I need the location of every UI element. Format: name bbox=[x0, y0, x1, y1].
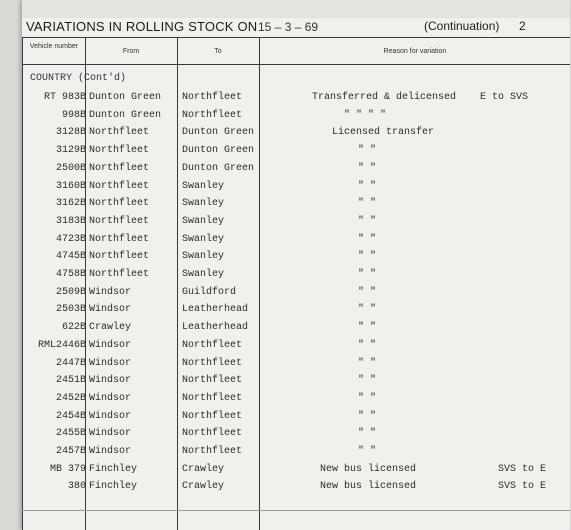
reason-cell: Licensed transfer bbox=[332, 127, 435, 139]
table-row bbox=[22, 213, 570, 230]
vehicle-number-cell: 3129B bbox=[55, 145, 86, 157]
vehicle-number-cell: 998B bbox=[61, 109, 86, 121]
to-depot-cell: Northfleet bbox=[182, 392, 243, 404]
to-depot-cell: Northfleet bbox=[182, 375, 243, 387]
from-depot-cell: Northfleet bbox=[89, 215, 150, 227]
table-row bbox=[22, 461, 570, 478]
vehicle-number-cell: 622B bbox=[61, 322, 86, 334]
table-row bbox=[22, 89, 570, 106]
table-row bbox=[22, 337, 570, 354]
ditto-marks-cell: " " bbox=[358, 428, 377, 440]
to-depot-cell: Leatherhead bbox=[182, 304, 249, 316]
reason-cell: Transferred & delicensed bbox=[312, 92, 457, 103]
ditto-marks-cell: " " bbox=[358, 162, 377, 174]
ditto-marks-cell: " " bbox=[358, 322, 377, 334]
ditto-marks-cell: " " bbox=[358, 446, 377, 457]
vehicle-number-cell: 3128B bbox=[55, 127, 86, 139]
from-depot-cell: Dunton Green bbox=[89, 92, 162, 103]
vehicle-number-cell: 2455B bbox=[55, 428, 86, 440]
from-depot-cell: Finchley bbox=[89, 481, 138, 493]
table-row bbox=[22, 301, 570, 318]
to-depot-cell: Dunton Green bbox=[182, 127, 255, 139]
from-depot-cell: Windsor bbox=[89, 304, 132, 316]
from-depot-cell: Windsor bbox=[89, 339, 132, 351]
table-row bbox=[22, 443, 570, 460]
table-row bbox=[22, 355, 570, 372]
table-row bbox=[22, 160, 570, 177]
vehicle-number-cell: 4758B bbox=[55, 269, 86, 280]
vehicle-number-cell: 4745B bbox=[55, 251, 86, 263]
section-heading: COUNTRY (Cont'd) bbox=[30, 73, 127, 84]
ditto-marks-cell: " " bbox=[358, 392, 377, 404]
table-row bbox=[22, 266, 570, 283]
to-depot-cell: Northfleet bbox=[182, 109, 243, 121]
vehicle-number-cell: 2500B bbox=[55, 162, 86, 174]
from-depot-cell: Windsor bbox=[89, 446, 132, 457]
table-row bbox=[22, 319, 570, 336]
table-row bbox=[22, 248, 570, 265]
from-depot-cell: Windsor bbox=[89, 428, 132, 440]
table-row-rule bbox=[22, 510, 570, 511]
ditto-marks-cell: " " bbox=[358, 410, 377, 422]
to-depot-cell: Northfleet bbox=[182, 92, 243, 103]
from-depot-cell: Northfleet bbox=[89, 198, 150, 210]
from-depot-cell: Northfleet bbox=[89, 162, 150, 174]
category-change-cell: E to SVS bbox=[480, 92, 529, 103]
ditto-marks-cell: " " bbox=[358, 233, 377, 245]
from-depot-cell: Northfleet bbox=[89, 180, 150, 192]
ditto-marks-cell: " " " " bbox=[344, 109, 387, 121]
vehicle-number-cell: 2503B bbox=[55, 304, 86, 316]
table-row bbox=[22, 107, 570, 124]
from-depot-cell: Finchley bbox=[89, 463, 138, 475]
from-depot-cell: Windsor bbox=[89, 410, 132, 422]
to-depot-cell: Swanley bbox=[182, 269, 225, 280]
to-depot-cell: Swanley bbox=[182, 215, 225, 227]
to-depot-cell: Dunton Green bbox=[182, 145, 255, 157]
ditto-marks-cell: " " bbox=[358, 339, 377, 351]
ditto-marks-cell: " " bbox=[358, 375, 377, 387]
vehicle-number-cell: RT 983B bbox=[43, 92, 86, 103]
continuation-label: (Continuation) bbox=[424, 19, 500, 33]
document-sheet bbox=[22, 0, 570, 530]
vehicle-number-cell: 2452B bbox=[55, 392, 86, 404]
from-depot-cell: Northfleet bbox=[89, 127, 150, 139]
vehicle-number-cell: 2509B bbox=[55, 286, 86, 298]
table-row bbox=[22, 142, 570, 159]
to-depot-cell: Swanley bbox=[182, 233, 225, 245]
ditto-marks-cell: " " bbox=[358, 251, 377, 263]
ditto-marks-cell: " " bbox=[358, 198, 377, 210]
ditto-marks-cell: " " bbox=[358, 286, 377, 298]
reason-cell: New bus licensed bbox=[320, 481, 417, 493]
to-depot-cell: Swanley bbox=[182, 180, 225, 192]
table-row bbox=[22, 372, 570, 389]
vehicle-number-cell: 3160B bbox=[55, 180, 86, 192]
to-depot-cell: Dunton Green bbox=[182, 162, 255, 174]
ditto-marks-cell: " " bbox=[358, 269, 377, 280]
to-depot-cell: Swanley bbox=[182, 198, 225, 210]
table-row bbox=[22, 390, 570, 407]
vehicle-number-cell: 2454B bbox=[55, 410, 86, 422]
from-depot-cell: Crawley bbox=[89, 322, 132, 334]
from-depot-cell: Windsor bbox=[89, 357, 132, 369]
to-depot-cell: Guildford bbox=[182, 286, 237, 298]
column-header-vehicle: Vehicle number bbox=[29, 43, 79, 50]
vehicle-number-cell: RML2446B bbox=[37, 339, 86, 351]
to-depot-cell: Swanley bbox=[182, 251, 225, 263]
table-row bbox=[22, 124, 570, 141]
to-depot-cell: Northfleet bbox=[182, 410, 243, 422]
ditto-marks-cell: " " bbox=[358, 180, 377, 192]
category-change-cell: SVS to E bbox=[498, 481, 547, 493]
from-depot-cell: Windsor bbox=[89, 392, 132, 404]
to-depot-cell: Northfleet bbox=[182, 339, 243, 351]
table-top-border bbox=[22, 37, 570, 38]
to-depot-cell: Northfleet bbox=[182, 428, 243, 440]
from-depot-cell: Northfleet bbox=[89, 145, 150, 157]
page-number: 2 bbox=[519, 19, 526, 33]
column-header-from: From bbox=[122, 48, 140, 55]
to-depot-cell: Northfleet bbox=[182, 357, 243, 369]
vehicle-number-cell: 4723B bbox=[55, 233, 86, 245]
ditto-marks-cell: " " bbox=[358, 357, 377, 369]
to-depot-cell: Crawley bbox=[182, 481, 225, 493]
from-depot-cell: Windsor bbox=[89, 375, 132, 387]
to-depot-cell: Crawley bbox=[182, 463, 225, 475]
column-header-to: To bbox=[214, 48, 222, 55]
vehicle-number-cell: 2457B bbox=[55, 446, 86, 457]
vehicle-number-cell: MB 379 bbox=[49, 463, 86, 475]
table-row bbox=[22, 478, 570, 495]
vehicle-number-cell: 3183B bbox=[55, 215, 86, 227]
vehicle-number-cell: 380 bbox=[67, 481, 86, 493]
document-date: 15 – 3 – 69 bbox=[258, 20, 319, 34]
to-depot-cell: Northfleet bbox=[182, 446, 243, 457]
from-depot-cell: Northfleet bbox=[89, 251, 150, 263]
table-row bbox=[22, 195, 570, 212]
table-row bbox=[22, 425, 570, 442]
vehicle-number-cell: 2447B bbox=[55, 357, 86, 369]
table-row bbox=[22, 231, 570, 248]
from-depot-cell: Northfleet bbox=[89, 269, 150, 280]
category-change-cell: SVS to E bbox=[498, 463, 547, 475]
ditto-marks-cell: " " bbox=[358, 145, 377, 157]
scan-top-strip bbox=[22, 0, 570, 18]
table-row bbox=[22, 178, 570, 195]
vehicle-number-cell: 2451B bbox=[55, 375, 86, 387]
table-row bbox=[22, 284, 570, 301]
ditto-marks-cell: " " bbox=[358, 304, 377, 316]
vehicle-number-cell: 3162B bbox=[55, 198, 86, 210]
from-depot-cell: Northfleet bbox=[89, 233, 150, 245]
reason-cell: New bus licensed bbox=[320, 463, 417, 475]
from-depot-cell: Dunton Green bbox=[89, 109, 162, 121]
column-header-reason: Reason for variation bbox=[383, 48, 447, 55]
header-bottom-border bbox=[22, 64, 570, 65]
to-depot-cell: Leatherhead bbox=[182, 322, 249, 334]
table-row bbox=[22, 408, 570, 425]
ditto-marks-cell: " " bbox=[358, 215, 377, 227]
document-title: VARIATIONS IN ROLLING STOCK ON bbox=[26, 19, 258, 34]
from-depot-cell: Windsor bbox=[89, 286, 132, 298]
